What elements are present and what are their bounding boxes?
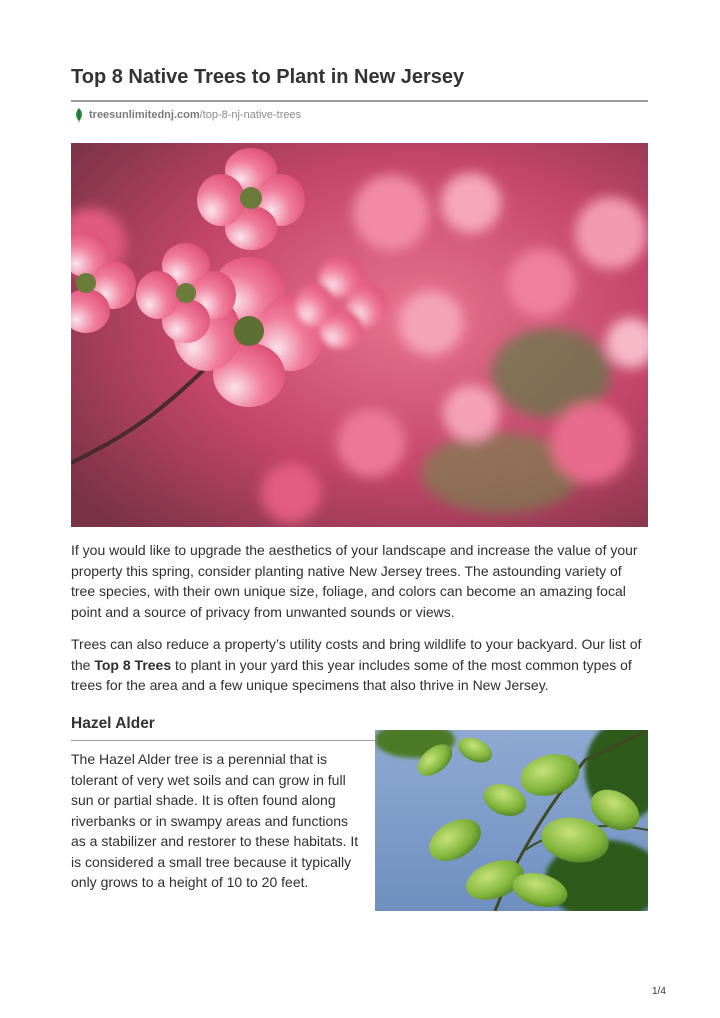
- page-number: 1/4: [652, 986, 666, 997]
- second-paragraph: [71, 634, 649, 696]
- dogwood-blossoms-image: [71, 143, 648, 527]
- second-paragraph-end: to plant in your yard this year includes some of the most common types of trees for the area and a few unique specimens that also thrive in New Jersey.: [71, 656, 632, 693]
- page-title: Top 8 Native Trees to Plant in New Jersey: [71, 66, 465, 88]
- intro-paragraph: If you would like to upgrade the aesthetics of your landscape and increase the value of your property this spring, consider planting native New Jersey trees. The astounding variety of tree species, with their own unique size, foliage, and colors can become an amazing focal point and a source of privacy from unwanted sounds or views.: [71, 542, 638, 620]
- section-divider: [71, 740, 375, 741]
- hazel-alder-description: The Hazel Alder tree is a perennial that is tolerant of very wet soils and can grow in full sun or partial shade. It is often found along riverbanks or in swampy areas and functions as a stabilizer and restorer to these habitats. It is considered a small tree because it typically only grows to a height of 10 to 20 feet.: [71, 751, 359, 890]
- hazel-alder-leaves-image: [375, 730, 648, 911]
- title-divider: [71, 100, 648, 102]
- second-paragraph-start: Trees can also reduce a property’s utility costs and bring wildlife to your backyard. Our list of the: [71, 636, 642, 673]
- top-8-trees-emphasis: Top 8 Trees: [94, 656, 172, 673]
- leaf-icon: [74, 108, 84, 122]
- source-link[interactable]: [74, 107, 301, 123]
- source-domain[interactable]: treesunlimitednj.com: [89, 109, 200, 121]
- source-path[interactable]: /top-8-nj-native-trees: [199, 109, 302, 121]
- section-title-hazel-alder: Hazel Alder: [71, 715, 155, 732]
